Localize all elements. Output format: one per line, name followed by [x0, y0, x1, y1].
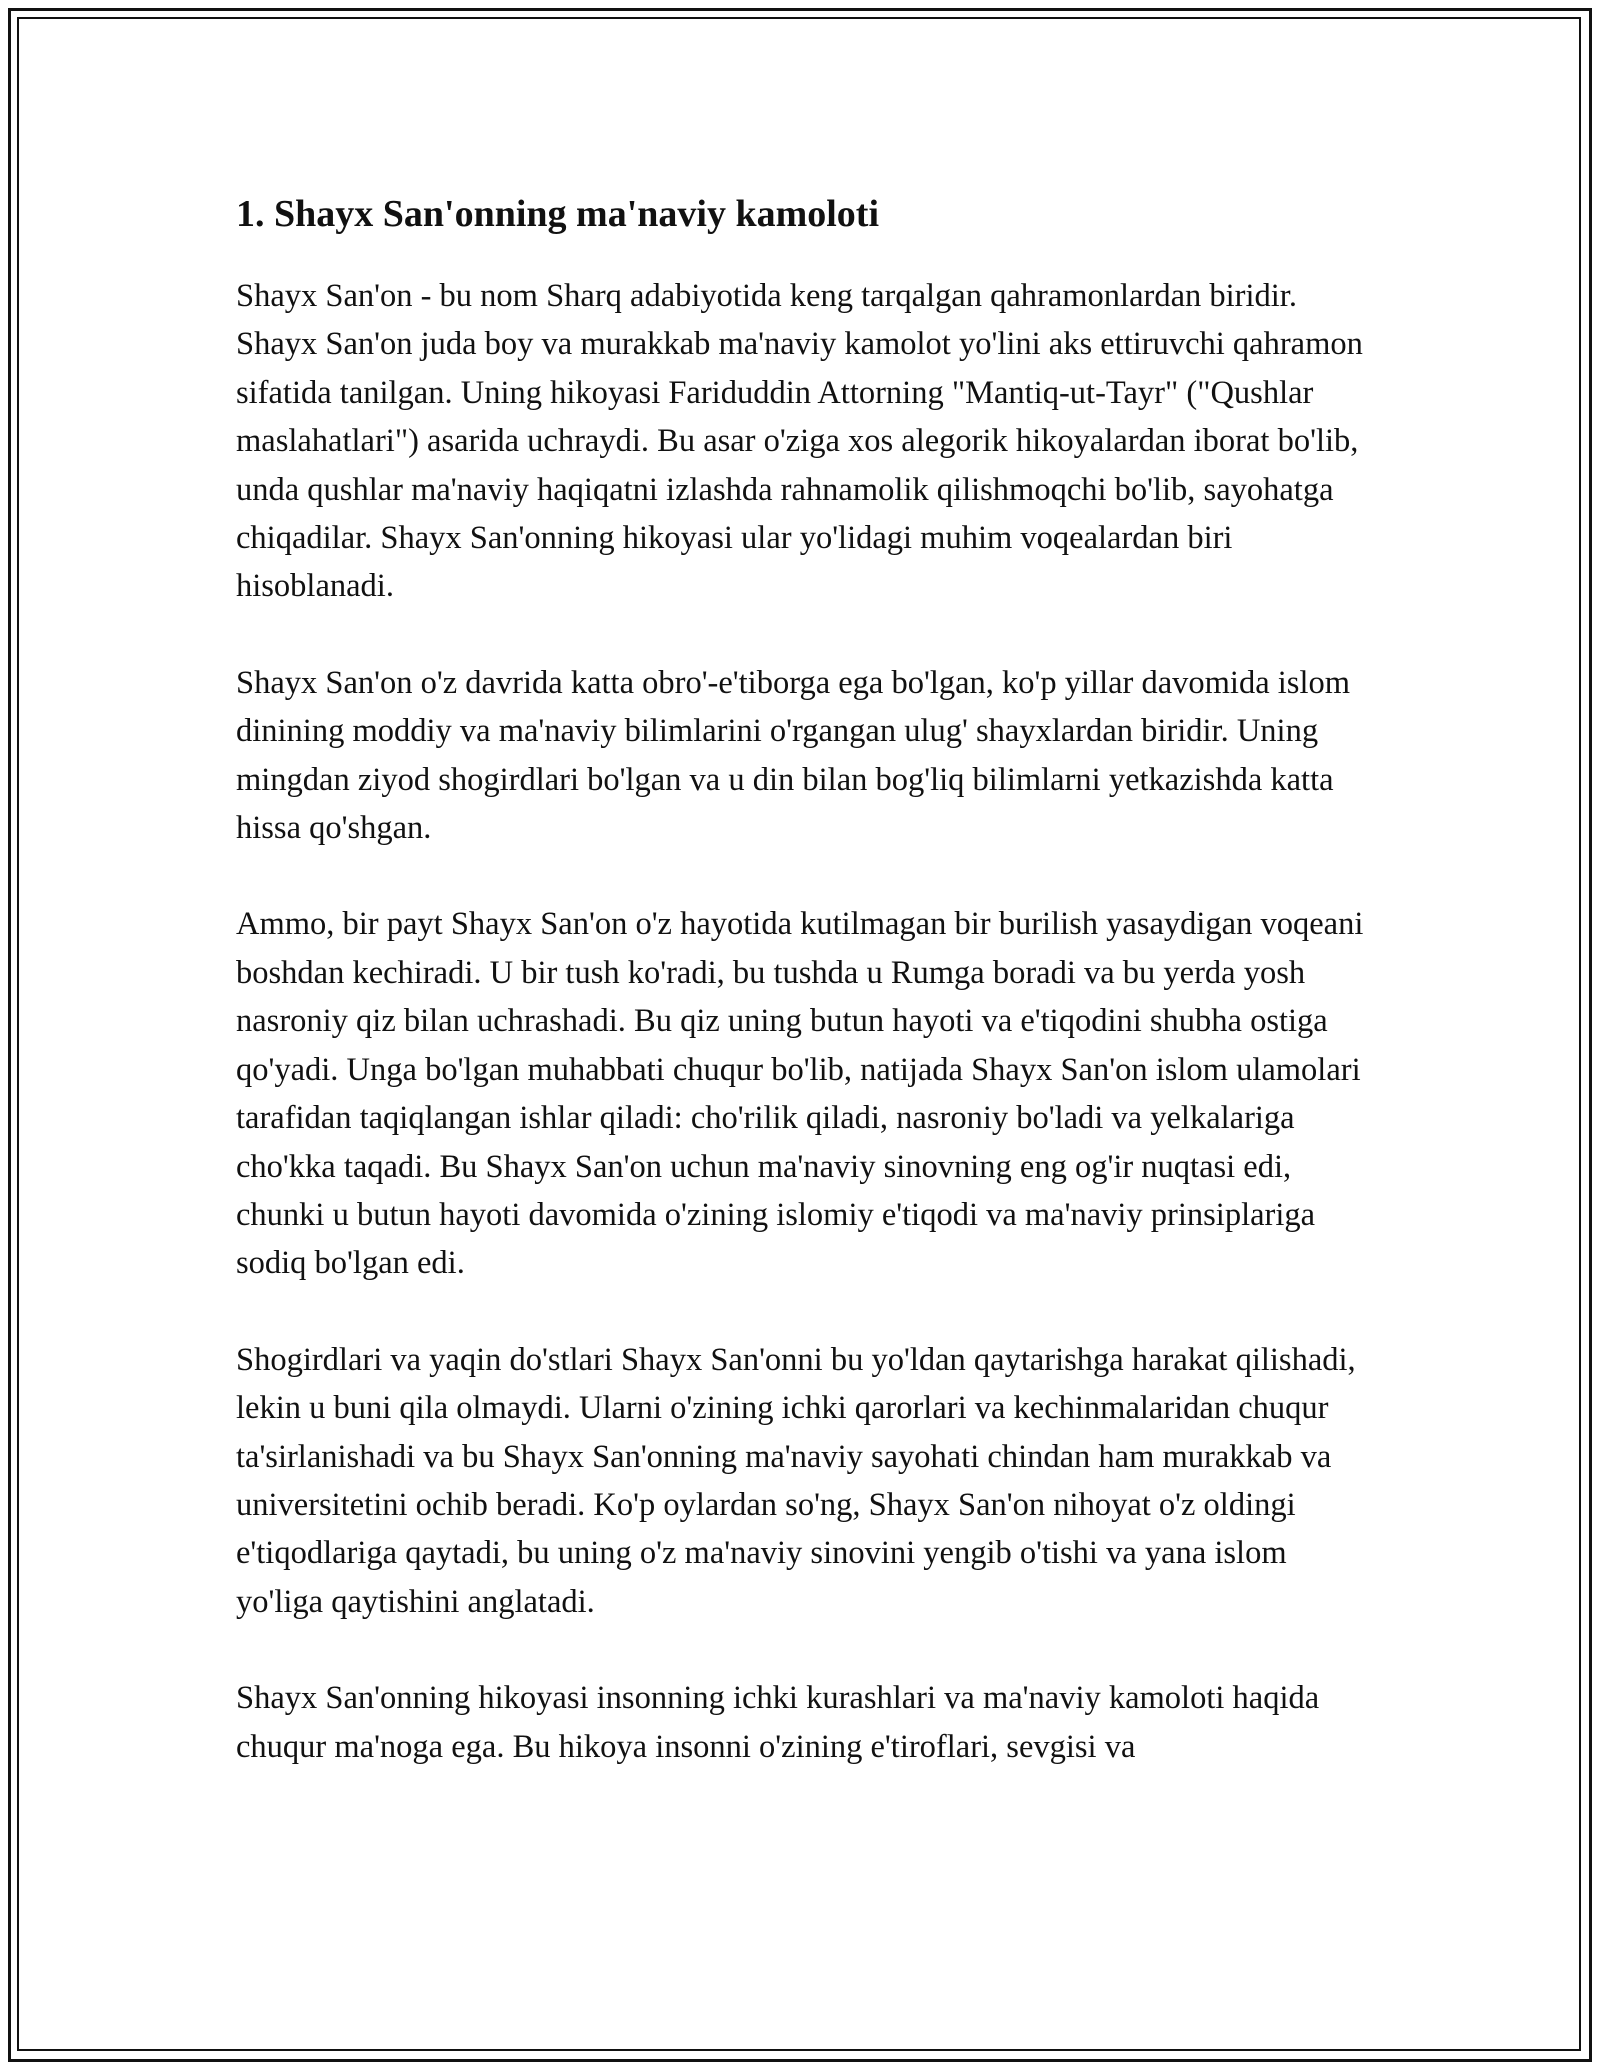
paragraph-3: Ammo, bir payt Shayx San'on o'z hayotida kutilmagan bir burilish yasaydigan voqeani boshdan kechiradi. U bir tush ko'radi, bu tushda u Rumga boradi va bu yerda yosh nasroniy qiz bilan uchrashadi. Bu qiz uning butun hayoti va e'tiqodini shubha ostiga qo'yadi. Unga bo'lgan muhabbati chuqur bo'lib, natijada Shayx San'on islom ulamolari tarafidan taqiqlangan ishlar qiladi: cho'rilik qiladi, nasroniy bo'ladi va yelkalariga cho'kka taqadi. Bu Shayx San'on uchun ma'naviy sinovning eng og'ir nuqtasi edi, chunki u butun hayoti davomida o'zining islomiy e'tiqodi va ma'naviy prinsiplariga sodiq bo'lgan edi.: [236, 906, 1364, 1282]
paragraph-4: Shogirdlari va yaqin do'stlari Shayx San'onni bu yo'ldan qaytarishga harakat qilishadi, lekin u buni qila olmaydi. Ularni o'zining ichki qarorlari va kechinmalaridan chuqur ta'sirlanishadi va bu Shayx San'onning ma'naviy sayohati chindan ham murakkab va universitetini ochib beradi. Ko'p oylardan so'ng, Shayx San'on nihoyat o'z oldingi e'tiqodlariga qaytadi, bu uning o'z ma'naviy sinovini yengib o'tishi va yana islom yo'liga qaytishini anglatadi.: [236, 1341, 1356, 1620]
document-body: [236, 186, 1376, 1819]
paragraph-5: Shayx San'onning hikoyasi insonning ichki kurashlari va ma'naviy kamoloti haqida chuqur ma'noga ega. Bu hikoya insonni o'zining e'tiroflari, sevgisi va: [236, 1680, 1320, 1765]
paragraph-2: Shayx San'on o'z davrida katta obro'-e'tiborga ega bo'lgan, ko'p yillar davomida islom dinining moddiy va ma'naviy bilimlarini o'rgangan ulug' shayxlardan biridir. Uning mingdan ziyod shogirdlari bo'lgan va u din bilan bog'liq bilimlarni yetkazishda katta hissa qo'shgan.: [236, 664, 1350, 847]
paragraph-1: Shayx San'on - bu nom Sharq adabiyotida keng tarqalgan qahramonlardan biridir. Shayx San'on juda boy va murakkab ma'naviy kamolot yo'lini aks ettiruvchi qahramon sifatida tanilgan. Uning hikoyasi Fariduddin Attorning "Mantiq-ut-Tayr" ("Qushlar maslahatlari") asarida uchraydi. Bu asar o'ziga xos alegorik hikoyalardan iborat bo'lib, unda qushlar ma'naviy haqiqatni izlashda rahnamolik qilishmoqchi bo'lib, sayohatga chiqadilar. Shayx San'onning hikoyasi ular yo'lidagi muhim voqealardan biri hisoblanadi.: [236, 278, 1363, 605]
section-heading: 1. Shayx San'onning ma'naviy kamoloti: [236, 193, 880, 235]
